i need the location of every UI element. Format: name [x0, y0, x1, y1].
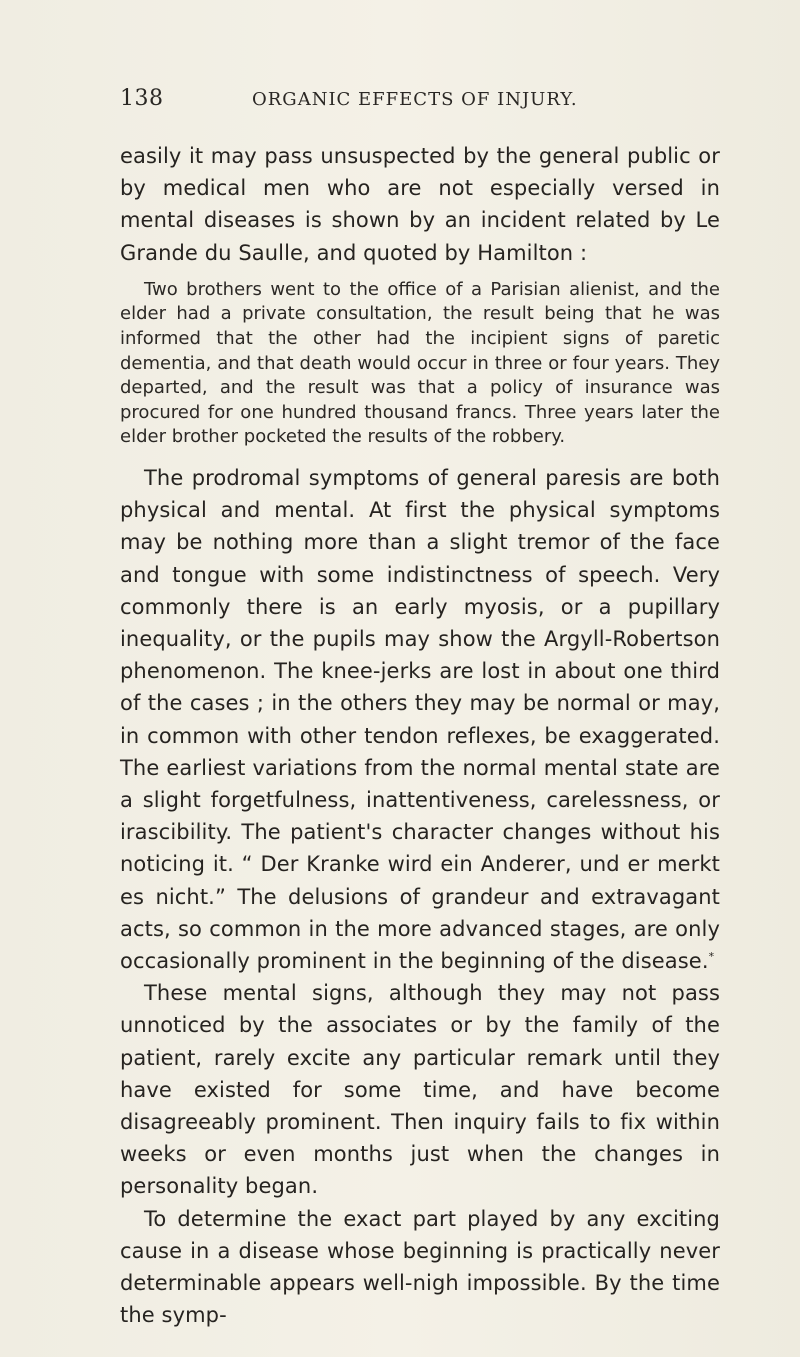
paragraph-mental-signs: These mental signs, although they may not pass unnoticed by the associates or by the family of the patient, rarely excite any particular remark until they have existed for some time, and have become disagreeably prominent. Then inquiry fails to fix within weeks or even months just when the changes in personality began. [120, 981, 720, 1199]
block-quote: Two brothers went to the office of a Parisian alienist, and the elder had a private consultation, the result being that he was informed that the other had the incipient signs of paretic dementia, and that death would occur in three or four years. They departed, and the result was that a policy of insurance was procured for one hundred thousand francs. Three years later the elder brother pocketed the results of the robbery. [120, 278, 720, 448]
paragraph-prodromal-text: The prodromal symptoms of general paresis are both physical and mental. At first the physical symptoms may be nothing more than a slight tremor of the face and tongue with some indistinctness of speech. Very commonly there is an early myosis, or a pupillary inequality, or the pupils may show the Argyll-Robertson phenomenon. The knee-jerks are lost in about one third of the cases ; in the others they may be normal or may, in common with other tendon reflexes, be exaggerated. The earliest variations from the normal mental state are a slight forgetfulness, inattentiveness, carelessness, or irascibility. The patient's character changes without his noticing it. “ Der Kranke wird ein Anderer, und er merkt es nicht.” The delusions of grandeur and extravagant acts, so common in the more advanced stages, are only occasionally prominent in the beginning of the disease. [120, 465, 720, 974]
paragraph-prodromal-symptoms [120, 462, 720, 977]
footnote-marker: * [708, 950, 715, 964]
page-number: 138 [120, 86, 164, 111]
paragraph-exciting-cause: To determine the exact part played by any exciting cause in a disease whose beginning is practically never determinable appears well-nigh impossible. By the time the symp- [120, 1206, 720, 1328]
paragraph-continuation: easily it may pass unsuspected by the general public or by medical men who are not especially versed in mental diseases is shown by an incident related by Le Grande du Saulle, and quoted by Hamilton : [120, 144, 720, 265]
body-text [120, 140, 720, 1331]
running-head: ORGANIC EFFECTS OF INJURY. [252, 89, 578, 110]
page-header [120, 86, 720, 126]
